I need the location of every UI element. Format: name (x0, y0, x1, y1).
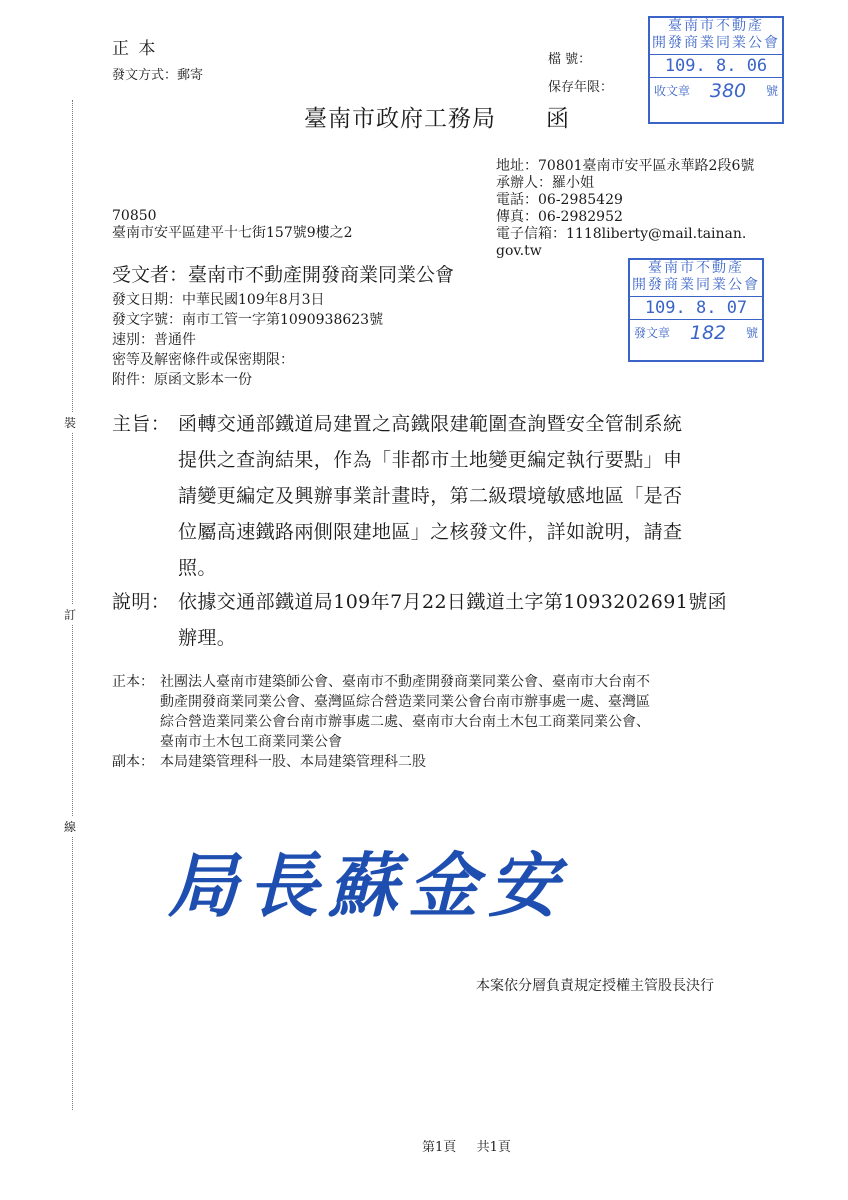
stamp2-number-row (630, 322, 762, 344)
main-recipients-line: 動產開發商業同業公會、臺灣區綜合營造業同業公會台南市辦事處一處、臺灣區 (160, 694, 650, 710)
stamp2-label: 發文章 (634, 326, 671, 340)
recipient-postal-code: 70850 (112, 208, 157, 224)
stamp-number: 380 (709, 80, 747, 102)
page-number: 第1頁 (422, 1140, 457, 1155)
delegation-note: 本案依分層負責規定授權主管股長決行 (476, 978, 714, 994)
sender-phone: 電話：06-2985429 (496, 192, 623, 208)
main-recipients-line: 臺南市土木包工商業同業公會 (160, 734, 342, 750)
speed-class: 速別：普通件 (112, 332, 196, 348)
stamp-org-line1: 臺南市不動產 (668, 18, 764, 34)
stamp2-number: 182 (689, 322, 727, 344)
agency-title: 臺南市政府工務局 (304, 106, 496, 132)
document-number: 發文字號：南市工管一字第1090938623號 (112, 312, 384, 328)
stamp-suffix: 號 (765, 84, 778, 98)
main-recipients-line: 綜合營造業同業公會台南市辦事處二處、臺南市大台南土木包工商業同業公會、 (160, 714, 650, 730)
subject-line: 函轉交通部鐵道局建置之高鐵限建範圍查詢暨安全管制系統 (178, 413, 683, 435)
sender-fax: 傳真：06-2982952 (496, 209, 623, 225)
stamp2-suffix: 號 (745, 326, 758, 340)
sender-email: 電子信箱：1118liberty@mail.tainan. (496, 226, 747, 242)
stamp-org-line2: 開發商業同業公會 (652, 35, 780, 51)
subject-line: 提供之查詢結果，作為「非都市土地變更編定執行要點」申 (178, 449, 683, 471)
dispatch-stamp (628, 258, 764, 362)
page-total: 共1頁 (476, 1140, 511, 1155)
stamp2-org-line2: 開發商業同業公會 (632, 277, 760, 293)
sender-contact: 承辦人：羅小姐 (496, 175, 594, 191)
binding-char-zhuang: 裝 (64, 412, 76, 433)
document-type: 函 (546, 106, 570, 132)
explanation-label: 說明： (112, 591, 171, 613)
binding-char-ding: 訂 (64, 604, 76, 625)
send-method: 發文方式：郵寄 (112, 68, 204, 83)
issue-date: 發文日期：中華民國109年8月3日 (112, 292, 325, 308)
stamp-label: 收文章 (654, 84, 691, 98)
received-stamp (648, 16, 784, 124)
director-signature-seal: 局長蘇金安 (168, 844, 568, 927)
main-recipients-label: 正本： (112, 674, 154, 690)
subject-label: 主旨： (112, 413, 171, 435)
stamp-number-row (650, 80, 782, 102)
file-number-label: 檔 號： (548, 52, 592, 67)
recipient-name: 受文者：臺南市不動產開發商業同業公會 (112, 264, 455, 286)
sender-address: 地址：70801臺南市安平區永華路2段6號 (496, 158, 755, 174)
binding-char-xian: 線 (64, 816, 76, 837)
copy-recipients-label: 副本： (112, 754, 154, 770)
subject-line: 照。 (178, 557, 217, 579)
sender-email-cont: gov.tw (496, 243, 542, 259)
retention-label: 保存年限： (548, 80, 614, 95)
main-recipients-line: 社團法人臺南市建築師公會、臺南市不動產開發商業同業公會、臺南市大台南不 (160, 674, 650, 690)
explanation-line: 辦理。 (178, 627, 237, 649)
stamp-date: 109. 8. 06 (650, 54, 782, 78)
subject-line: 請變更編定及興辦事業計畫時，第二級環境敏感地區「是否 (178, 485, 683, 507)
stamp2-org-line1: 臺南市不動產 (648, 260, 744, 276)
stamp2-date: 109. 8. 07 (630, 296, 762, 320)
attachment: 附件：原函文影本一份 (112, 372, 252, 388)
secrecy-level: 密等及解密條件或保密期限： (112, 352, 294, 368)
copy-recipients: 本局建築管理科一股、本局建築管理科二股 (160, 754, 426, 770)
subject-line: 位屬高速鐵路兩側限建地區」之核發文件，詳如說明，請查 (178, 521, 683, 543)
page-footer (422, 1140, 511, 1156)
recipient-address: 臺南市安平區建平十七街157號9樓之2 (112, 225, 353, 241)
copy-type: 正 本 (112, 39, 158, 59)
explanation-line: 依據交通部鐵道局109年7月22日鐵道土字第1093202691號函 (178, 591, 728, 613)
